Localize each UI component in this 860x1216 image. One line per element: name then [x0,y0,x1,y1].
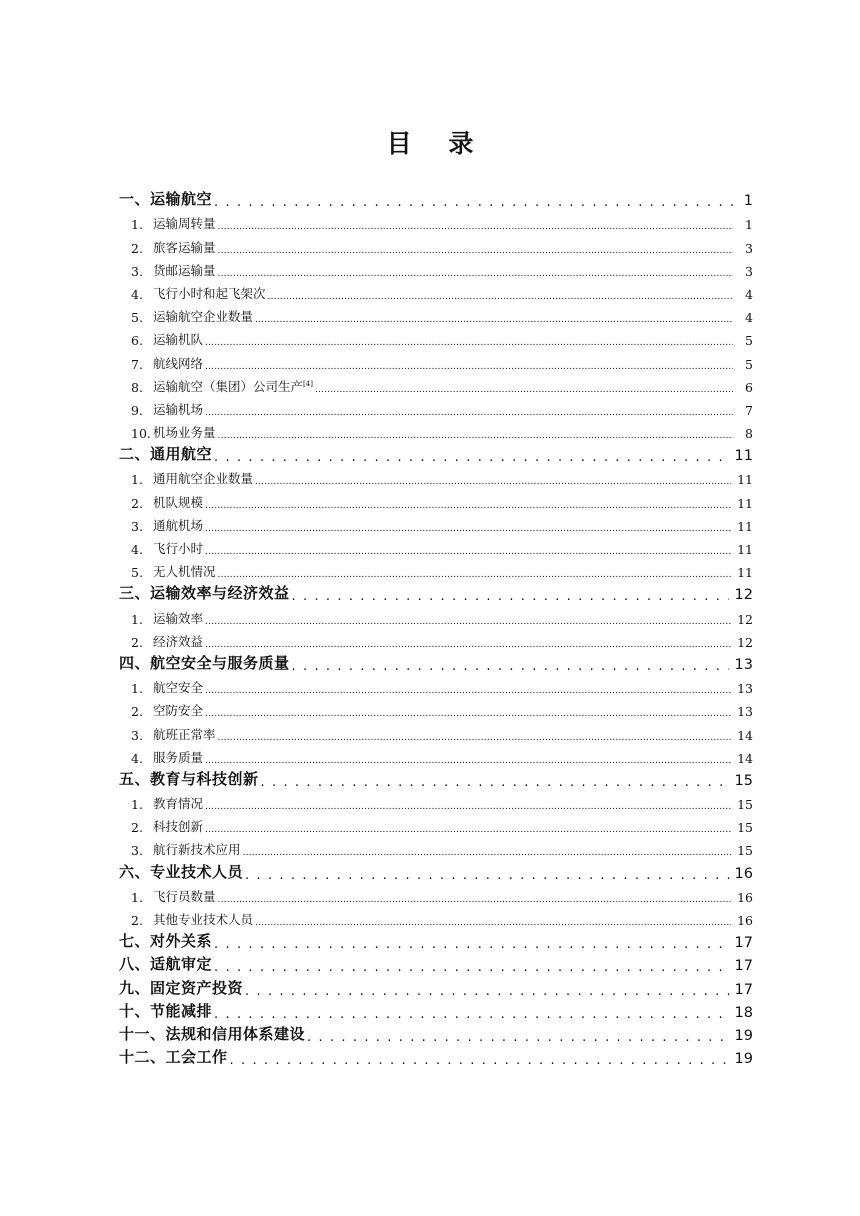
dot-leader [218,730,732,743]
dot-leader [205,823,731,836]
toc-entry-number: 5. [131,310,143,326]
dot-leader [214,1006,729,1021]
dot-leader [214,194,733,209]
dot-leader [218,568,732,581]
toc-entry-label-text: 旅客运输量 [153,239,216,255]
toc-entry-label [119,1023,305,1044]
toc-entry-number: 4. [131,542,143,557]
toc-page-number: 16 [737,913,753,928]
toc-entry-label-text: 飞行小时和起飞架次 [153,285,266,301]
toc-entry-label [119,582,290,603]
toc-page-number: 3 [745,263,753,279]
toc-page-number: 11 [737,495,753,511]
toc-entry-label-text: 其他专业技术人员 [153,912,254,927]
dot-leader [255,916,731,929]
toc-page-number: 12 [737,611,753,627]
toc-section-entry[interactable] [119,974,753,997]
footnote-marker: [4] [303,379,313,388]
toc-page-number: 17 [734,935,753,952]
toc-entry-label [153,910,253,928]
toc-subsection-entry[interactable] [119,603,753,626]
toc-entry-label-text: 运输周转量 [153,216,216,232]
toc-entry-number: 9. [131,402,143,418]
toc-entry-label-text: 航线网络 [153,355,204,371]
toc-subsection-entry[interactable] [119,627,753,650]
toc-entry-label-text: 航行新技术应用 [153,842,241,858]
dot-leader [245,983,729,998]
toc-entry-label-text: 机队规模 [153,494,204,510]
toc-subsection-entry[interactable] [119,302,753,325]
toc-entry-label-text: 运输航空（集团）公司生产 [153,378,304,394]
dot-leader [307,1029,729,1044]
toc-entry-label [153,400,203,418]
toc-subsection-entry[interactable] [119,372,753,395]
toc-entry-label-text: 无人机情况 [153,564,216,580]
toc-entry-number: 8. [131,379,143,395]
toc-entry-label-text: 运输航空企业数量 [153,309,254,325]
toc-subsection-entry[interactable] [119,812,753,835]
toc-entry-label [153,840,241,858]
dot-leader [205,336,733,349]
toc-page-number: 1 [743,193,753,210]
toc-subsection-entry[interactable] [119,673,753,696]
toc-subsection-entry[interactable] [119,905,753,928]
dot-leader [205,359,733,372]
toc-entry-label [153,330,203,348]
toc-entry-label [153,307,253,325]
toc-entry-label [153,632,203,650]
toc-subsection-entry[interactable] [119,789,753,812]
toc-section-entry[interactable] [119,186,753,209]
dot-leader [255,313,733,326]
toc-entry-label [153,238,216,256]
dot-leader [205,614,731,627]
toc-section-entry[interactable] [119,580,753,603]
toc-page-number: 17 [734,981,753,998]
dot-leader [315,382,733,395]
toc-page-number: 5 [745,356,753,372]
dot-leader [268,289,733,302]
toc-entry-label-text: 运输效率 [153,610,204,626]
toc-entry-label-text: 机场业务量 [153,425,216,441]
dot-leader [218,220,733,233]
toc-entry-label [153,609,203,627]
toc-page-number: 15 [734,772,753,789]
dot-leader [214,936,729,951]
toc-entry-label-text: 十二、工会工作 [119,1048,228,1067]
toc-entry-label [119,977,243,998]
toc-entry-label [153,725,216,743]
toc-section-entry[interactable] [119,441,753,464]
dot-leader [292,658,729,673]
toc-entry-label [153,354,203,372]
dot-leader [218,892,732,905]
toc-subsection-entry[interactable] [119,557,753,580]
toc-section-entry[interactable] [119,951,753,974]
toc-entry-label [153,539,203,557]
dot-leader [243,846,732,859]
toc-entry-label [119,1046,228,1067]
toc-entry-label-text: 六、专业技术人员 [119,862,244,881]
toc-page-number: 6 [745,379,753,395]
toc-page-number: 11 [737,542,753,557]
table-of-contents [119,186,753,1067]
toc-page-number: 7 [745,402,753,418]
toc-entry-number: 3. [131,518,143,534]
toc-entry-label [153,887,216,905]
toc-page-number: 19 [734,1051,753,1068]
toc-entry-number: 2. [131,820,143,836]
toc-entry-label-text: 八、适航审定 [119,955,213,974]
toc-entry-label [153,284,266,302]
toc-subsection-entry[interactable] [119,511,753,534]
toc-page-number: 15 [737,820,753,836]
toc-page-number: 17 [734,958,753,975]
toc-page-number: 11 [737,565,753,581]
dot-leader [205,684,731,697]
toc-section-entry[interactable] [119,766,753,789]
dot-leader [205,405,733,418]
toc-page-number: 12 [737,634,753,650]
toc-entry-number: 1. [131,472,143,488]
dot-leader [205,637,731,650]
toc-page-number: 12 [734,587,753,604]
dot-leader [205,545,731,558]
toc-entry-label-text: 十一、法规和信用体系建设 [119,1024,306,1043]
dot-leader [255,475,731,488]
toc-entry-label [153,261,216,279]
dot-leader [230,1052,729,1067]
toc-entry-label [153,516,203,534]
toc-page-number: 19 [734,1027,753,1044]
toc-subsection-entry[interactable] [119,232,753,255]
toc-section-entry[interactable] [119,858,753,881]
toc-entry-label [153,493,203,511]
dot-leader [218,243,733,256]
toc-subsection-entry[interactable] [119,209,753,232]
toc-subsection-entry[interactable] [119,325,753,348]
toc-entry-label-text: 飞行小时 [153,541,204,556]
toc-entry-label-text: 通航机场 [153,517,204,533]
toc-entry-label [153,701,203,719]
toc-subsection-entry[interactable] [119,882,753,905]
toc-entry-label-text: 飞行员数量 [153,888,216,904]
toc-subsection-entry[interactable] [119,464,753,487]
toc-entry-number: 1. [131,681,143,697]
dot-leader [218,429,733,442]
toc-page-number: 1 [745,217,753,233]
toc-entry-label [153,469,253,487]
toc-entry-number: 7. [131,356,143,372]
toc-entry-number: 2. [131,913,143,928]
toc-entry-label-text: 通用航空企业数量 [153,471,254,487]
toc-entry-label [153,794,203,812]
toc-entry-number: 10. [131,426,151,442]
toc-page-number: 3 [745,240,753,256]
dot-leader [214,959,729,974]
toc-entry-number: 2. [131,240,143,256]
toc-entry-label [119,953,212,974]
toc-entry-number: 5. [131,565,143,581]
dot-leader [218,266,733,279]
toc-page-number: 15 [737,797,753,813]
toc-subsection-entry[interactable] [119,279,753,302]
toc-entry-label-text: 航空安全 [153,680,204,696]
toc-entry-number: 1. [131,217,143,233]
toc-subsection-entry[interactable] [119,719,753,742]
toc-entry-label-text: 科技创新 [153,819,204,835]
toc-page-number: 13 [737,681,753,697]
toc-entry-label [153,423,216,441]
toc-subsection-entry[interactable] [119,835,753,858]
toc-entry-label [119,652,290,673]
toc-subsection-entry[interactable] [119,395,753,418]
toc-entry-label-text: 运输机队 [153,332,204,348]
toc-entry-label [119,861,243,882]
toc-entry-label-text: 九、固定资产投资 [119,978,244,997]
toc-entry-number: 1. [131,611,143,627]
toc-subsection-entry[interactable] [119,696,753,719]
toc-entry-number: 2. [131,495,143,511]
toc-subsection-entry[interactable] [119,348,753,371]
toc-entry-number: 3. [131,843,143,859]
toc-entry-number: 1. [131,889,143,905]
toc-entry-label-text: 一、运输航空 [119,190,213,209]
toc-entry-number: 4. [131,286,143,302]
toc-page-number: 11 [734,448,753,465]
dot-leader [214,449,729,464]
toc-entry-label [153,748,203,766]
toc-section-entry[interactable] [119,1044,753,1067]
toc-entry-label [153,377,313,395]
toc-entry-label-text: 十、节能减排 [119,1001,213,1020]
toc-entry-number: 3. [131,263,143,279]
toc-entry-label [119,930,212,951]
toc-page-number: 13 [737,704,753,720]
toc-entry-label-text: 二、通用航空 [119,445,213,464]
dot-leader [205,498,731,511]
toc-subsection-entry[interactable] [119,743,753,766]
toc-entry-label-text: 货邮运输量 [153,262,216,278]
toc-entry-number: 2. [131,634,143,650]
toc-subsection-entry[interactable] [119,256,753,279]
toc-subsection-entry[interactable] [119,418,753,441]
toc-page-number: 4 [745,286,753,302]
toc-page-number: 5 [745,333,753,349]
dot-leader [205,521,731,534]
toc-section-entry[interactable] [119,650,753,673]
toc-entry-number: 6. [131,333,143,349]
dot-leader [261,774,729,789]
dot-leader [245,867,729,882]
toc-entry-label [153,562,216,580]
dot-leader [205,707,731,720]
toc-page-number: 13 [734,656,753,673]
toc-entry-label-text: 服务质量 [153,749,204,765]
toc-entry-label-text: 运输机场 [153,401,204,417]
toc-entry-number: 1. [131,797,143,813]
toc-section-entry[interactable] [119,998,753,1021]
toc-entry-label [153,817,203,835]
toc-title: 目 录 [386,129,488,158]
toc-entry-label-text: 五、教育与科技创新 [119,769,259,788]
toc-page-number: 11 [737,518,753,534]
toc-page-number: 11 [737,472,753,488]
toc-page-number: 18 [734,1004,753,1021]
toc-page-number: 4 [745,310,753,326]
toc-page-number: 16 [734,865,753,882]
toc-page-number: 14 [737,750,753,766]
toc-entry-label-text: 空防安全 [153,703,204,719]
toc-entry-label-text: 教育情况 [153,796,204,812]
toc-page-number: 15 [737,843,753,859]
toc-entry-label [119,443,212,464]
toc-entry-label [119,188,212,209]
toc-subsection-entry[interactable] [119,487,753,510]
toc-entry-label [153,214,216,232]
toc-entry-label-text: 七、对外关系 [119,932,213,951]
toc-entry-label [153,678,203,696]
toc-page-number: 8 [745,426,753,442]
toc-section-entry[interactable] [119,1021,753,1044]
toc-entry-number: 2. [131,704,143,720]
toc-entry-label-text: 航班正常率 [153,726,216,742]
toc-page-number: 14 [737,727,753,743]
toc-page-number: 16 [737,889,753,905]
toc-entry-label [119,1000,212,1021]
toc-entry-label-text: 经济效益 [153,633,204,649]
dot-leader [205,800,731,813]
toc-subsection-entry[interactable] [119,534,753,557]
toc-entry-label [119,768,259,789]
toc-entry-number: 4. [131,750,143,766]
toc-entry-number: 3. [131,727,143,743]
toc-section-entry[interactable] [119,928,753,951]
dot-leader [292,588,729,603]
dot-leader [205,753,731,766]
toc-entry-label-text: 三、运输效率与经济效益 [119,584,290,603]
toc-entry-label-text: 四、航空安全与服务质量 [119,653,290,672]
